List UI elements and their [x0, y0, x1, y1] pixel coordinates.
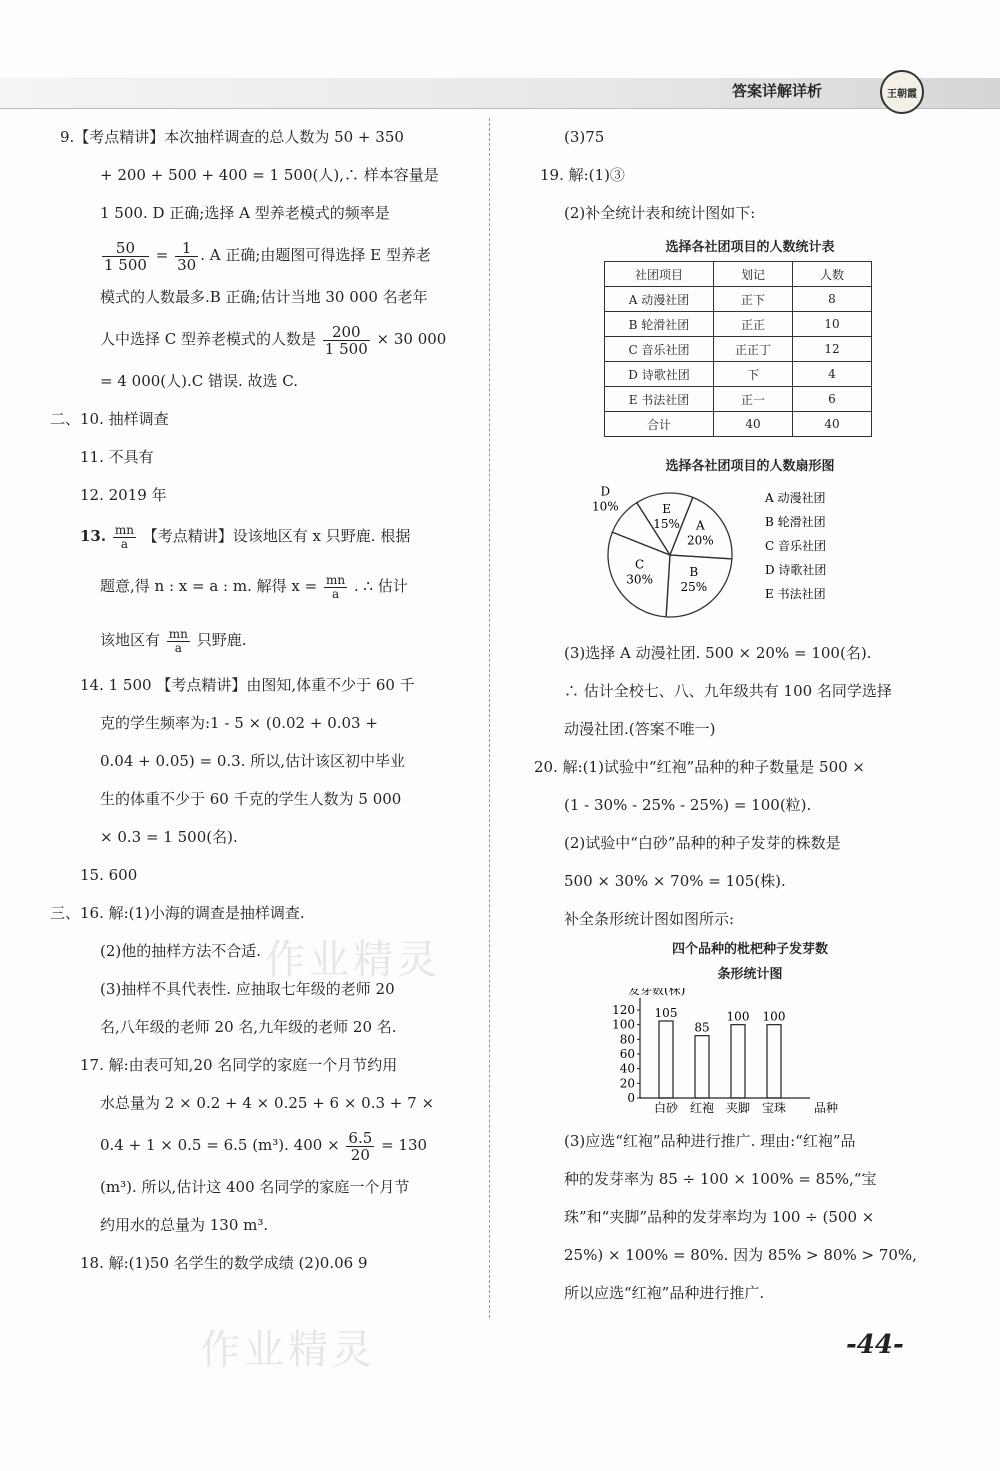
table-row — [605, 312, 872, 337]
table-row — [605, 387, 872, 412]
q20-line-3: (2)试验中“白砂”品种的种子发芽的株数是 — [564, 834, 841, 852]
q11: 11. 不具有 — [80, 448, 154, 466]
x-tick-label: 红袍 — [689, 1101, 715, 1115]
y-tick-label: 80 — [619, 1032, 635, 1047]
q13-line-2 — [60, 558, 480, 614]
q13-text: 只野鹿. — [196, 631, 247, 649]
q13-text: 该地区有 — [100, 631, 161, 649]
pie-label-D: D — [600, 484, 611, 499]
table-cell: 正下 — [714, 287, 793, 312]
q12: 12. 2019 年 — [80, 486, 167, 504]
q9-line-5: 模式的人数最多.B 正确;估计当地 30 000 名老年 — [100, 288, 428, 306]
pie-legend-item: D 诗歌社团 — [765, 563, 827, 577]
pie-legend-item: B 轮滑社团 — [765, 515, 826, 529]
equals-sign: = — [155, 246, 169, 264]
q17-line-1: 17. 解:由表可知,20 名同学的家庭一个月节约用 — [80, 1056, 398, 1074]
q20-line-2: (1 - 30% - 25% - 25%) = 100(粒). — [564, 796, 812, 814]
y-tick-label: 60 — [619, 1047, 635, 1061]
q17-line-5: 约用水的总量为 130 m³. — [100, 1216, 269, 1234]
x-axis-label: 品种 — [814, 1101, 839, 1115]
table-header: 社团项目 — [605, 262, 714, 287]
q13-text: 【考点精讲】设该地区有 x 只野鹿. 根据 — [142, 527, 411, 545]
pie-label-C: C — [635, 557, 645, 572]
bar-subtitle: 条形统计图 — [717, 967, 783, 982]
fraction: $\frac{6.5}{20}$ — [348, 1128, 373, 1164]
table-cell: E 书法社团 — [605, 387, 714, 412]
pie-label-D: 10% — [591, 499, 619, 514]
table-cell: 4 — [793, 362, 872, 387]
left-column — [50, 118, 480, 1282]
right-column — [534, 118, 960, 1312]
table-cell: 正一 — [714, 387, 793, 412]
fraction: $\frac{mn}{a}$ — [326, 572, 346, 601]
q19-line-2: (2)补全统计表和统计图如下: — [564, 204, 756, 222]
q9-line-7: = 4 000(人).C 错误. 故选 C. — [100, 372, 299, 390]
q17-text: 0.4 + 1 × 0.5 = 6.5 (m³). 400 × — [100, 1136, 340, 1154]
q14-line-4: 生的体重不少于 60 千克的学生人数为 5 000 — [100, 790, 402, 808]
q9-line-6 — [60, 316, 480, 362]
header-title: 答案详解详析 — [732, 82, 823, 100]
q10: 二、10. 抽样调查 — [50, 410, 169, 428]
x-tick-label: 宝珠 — [761, 1101, 787, 1115]
q19-part3-line-2: ∴ 估计全校七、八、九年级共有 100 名同学选择 — [564, 682, 892, 700]
q15: 15. 600 — [80, 866, 138, 884]
table-cell: B 轮滑社团 — [605, 312, 714, 337]
table-row — [605, 412, 872, 437]
bar-title: 四个品种的枇杷种子发芽数 — [671, 942, 828, 957]
bar-白砂 — [659, 1021, 673, 1098]
table-title: 选择各社团项目的人数统计表 — [665, 240, 835, 255]
q9-line-4: $\frac{50}{1 500}$ = $\frac{1}{30}$ . A 正确;由题图可得选择 E 型养老 — [104, 238, 431, 274]
q13-line-3 — [60, 614, 480, 666]
q19-part3-line-1: (3)选择 A 动漫社团. 500 × 20% = 100(名). — [564, 644, 872, 662]
x-tick-label: 白砂 — [653, 1101, 679, 1115]
stats-table — [604, 261, 872, 437]
q9-line-3: 1 500. D 正确;选择 A 型养老模式的频率是 — [100, 204, 390, 222]
watermark: 作业精灵 — [200, 1327, 376, 1373]
table-cell: A 动漫社团 — [605, 287, 714, 312]
table-cell: 12 — [793, 337, 872, 362]
bar-夹脚 — [731, 1025, 745, 1098]
bar-value-label: 100 — [762, 1009, 786, 1024]
table-cell: D 诗歌社团 — [605, 362, 714, 387]
q20-part3-line-3: 珠”和“夹脚”品种的发芽率均为 100 ÷ (500 × — [564, 1208, 875, 1226]
q19-part3-line-3: 动漫社团.(答案不唯一) — [564, 720, 716, 738]
table-header-row — [605, 262, 872, 287]
q20-part3-line-4: 25%) × 100% = 80%. 因为 85% > 80% > 70%, — [564, 1246, 917, 1264]
fraction: $\frac{200}{1 500}$ — [324, 322, 368, 358]
q13-number: 13. — [80, 527, 107, 545]
q14-line-3: 0.04 + 0.05) = 0.3. 所以,估计该区初中毕业 — [100, 752, 406, 770]
pie-label-B: 25% — [680, 579, 708, 594]
page-number: -44- — [846, 1330, 904, 1360]
y-tick-label: 120 — [612, 1003, 635, 1017]
fraction: $\frac{1}{30}$ — [177, 238, 197, 274]
pie-label-C: 30% — [626, 572, 653, 587]
y-axis-label: 发芽数(株) — [628, 988, 686, 997]
brand-logo: 王朝霞 — [880, 70, 924, 114]
q16-line-1: 三、16. 解:(1)小海的调查是抽样调查. — [50, 904, 305, 922]
q14-line-2: 克的学生频率为:1 - 5 × (0.02 + 0.03 + — [100, 714, 378, 732]
table-row — [605, 362, 872, 387]
q20-line-1: 20. 解:(1)试验中“红袍”品种的种子数量是 500 × — [534, 758, 865, 776]
header-band — [0, 78, 1000, 108]
table-cell: 合计 — [605, 412, 714, 437]
bar-value-label: 85 — [694, 1020, 710, 1035]
q13-text: 题意,得 n : x = a : m. 解得 x = — [100, 577, 318, 595]
table-cell: 8 — [793, 287, 872, 312]
y-tick-label: 20 — [619, 1076, 635, 1091]
pie-title: 选择各社团项目的人数扇形图 — [665, 459, 835, 474]
table-header: 划记 — [714, 262, 793, 287]
q20-line-5: 补全条形统计图如图所示: — [564, 910, 735, 928]
q13-text: . ∴ 估计 — [353, 577, 408, 595]
q9-text: A 正确;由题图可得选择 E 型养老 — [209, 246, 431, 264]
pie-legend-item: E 书法社团 — [765, 587, 826, 601]
pie-label-E: 15% — [653, 517, 680, 532]
pie-label-A: 20% — [687, 533, 714, 548]
q17-text: = 130 — [381, 1136, 428, 1154]
y-tick-label: 0 — [627, 1091, 635, 1105]
fraction: $\frac{mn}{a}$ — [168, 626, 188, 655]
pie-label-E: E — [662, 502, 671, 517]
q19-line-1: 19. 解:(1)③ — [540, 166, 625, 184]
q9-line-1: 9.【考点精讲】本次抽样调查的总人数为 50 + 350 — [60, 128, 404, 146]
table-row — [605, 287, 872, 312]
bar-value-label: 105 — [654, 1006, 678, 1020]
q14-line-1: 14. 1 500 【考点精讲】由图知,体重不少于 60 千 — [80, 676, 415, 694]
pie-label-B: B — [689, 564, 699, 579]
watermark: 作业精灵 — [265, 937, 441, 983]
fraction: $\frac{50}{1 500}$ — [104, 238, 147, 274]
table-header: 人数 — [793, 262, 872, 287]
y-tick-label: 100 — [612, 1017, 635, 1032]
bar-chart — [540, 988, 960, 1118]
table-cell: 下 — [714, 362, 793, 387]
bar-宝珠 — [767, 1025, 781, 1098]
table-cell: 6 — [793, 387, 872, 412]
q16-line-3: (3)抽样不具代表性. 应抽取七年级的老师 20 — [100, 980, 395, 998]
pie-legend-item: A 动漫社团 — [765, 491, 826, 505]
table-cell: 正正丁 — [714, 337, 793, 362]
pie-legend-item: C 音乐社团 — [765, 539, 826, 553]
fraction: $\frac{mn}{a}$ — [114, 522, 134, 551]
q20-part3-line-2: 种的发芽率为 85 ÷ 100 × 100% = 85%,“宝 — [564, 1170, 877, 1188]
x-tick-label: 夹脚 — [725, 1101, 751, 1115]
header-rule — [0, 108, 1000, 109]
q17-line-2: 水总量为 2 × 0.2 + 4 × 0.25 + 6 × 0.3 + 7 × — [100, 1094, 435, 1112]
q20-part3-line-5: 所以应选“红袍”品种进行推广. — [564, 1284, 765, 1302]
table-cell: 10 — [793, 312, 872, 337]
q16-line-2: (2)他的抽样方法不合适. — [100, 942, 262, 960]
q9-text: 人中选择 C 型养老模式的人数是 — [100, 330, 317, 348]
q16-line-4: 名,八年级的老师 20 名,九年级的老师 20 名. — [100, 1018, 397, 1036]
bar-红袍 — [695, 1036, 709, 1098]
q14-line-5: × 0.3 = 1 500(名). — [100, 828, 238, 846]
pie-label-A: A — [696, 518, 705, 533]
q17-line-3 — [60, 1122, 480, 1168]
pie-chart — [540, 480, 960, 630]
q13-line-1 — [60, 514, 480, 558]
bar-value-label: 100 — [726, 1009, 750, 1024]
table-cell: 40 — [793, 412, 872, 437]
q9-text: × 30 000 — [376, 330, 447, 348]
table-cell: 正正 — [714, 312, 793, 337]
y-tick-label: 40 — [619, 1061, 635, 1076]
q20-line-4: 500 × 30% × 70% = 105(株). — [564, 872, 786, 890]
q18-part3: (3)75 — [564, 128, 605, 146]
table-cell: C 音乐社团 — [605, 337, 714, 362]
q20-part3-line-1: (3)应选“红袍”品种进行推广. 理由:“红袍”品 — [564, 1132, 856, 1150]
table-cell: 40 — [714, 412, 793, 437]
table-row — [605, 337, 872, 362]
q18: 18. 解:(1)50 名学生的数学成绩 (2)0.06 9 — [80, 1254, 368, 1272]
q9-line-2: + 200 + 500 + 400 = 1 500(人),∴ 样本容量是 — [100, 166, 439, 184]
column-divider — [489, 118, 490, 1318]
q17-line-4: (m³). 所以,估计这 400 名同学的家庭一个月节 — [100, 1178, 410, 1196]
